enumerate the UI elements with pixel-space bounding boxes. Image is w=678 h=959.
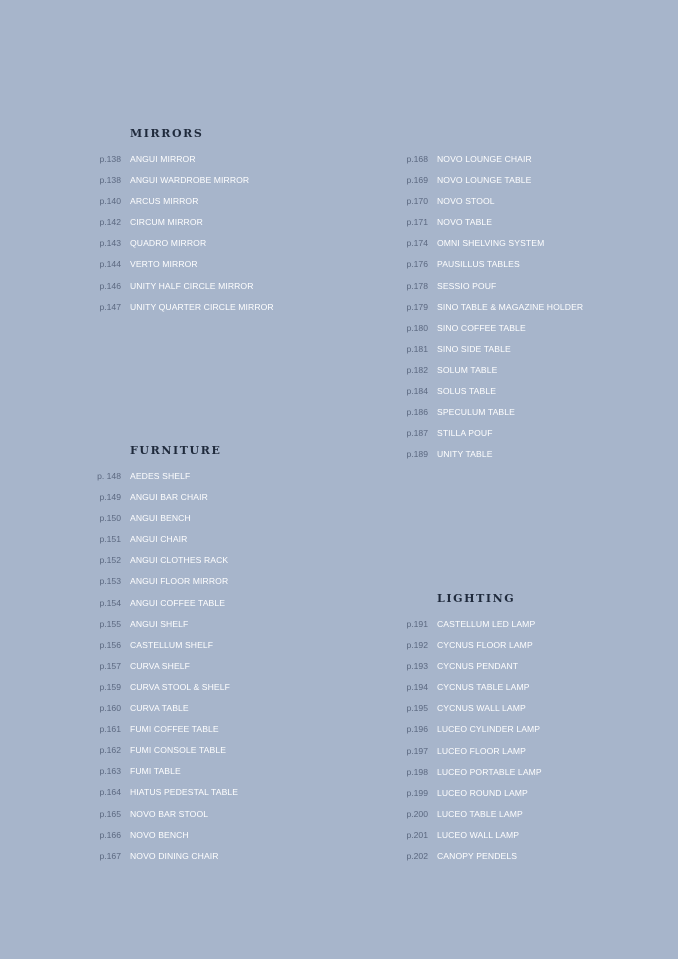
item-name: SINO SIDE TABLE (437, 343, 511, 354)
list-item (405, 217, 678, 238)
item-name: ANGUI CHAIR (130, 534, 188, 545)
list-item (98, 724, 398, 745)
item-name: NOVO LOUNGE CHAIR (437, 154, 532, 164)
list-item (98, 703, 398, 724)
page-number: p.155 (99, 618, 121, 629)
item-name: NOVO BENCH (130, 829, 189, 840)
item-name: ANGUI SHELF (130, 618, 189, 629)
page-number: p.170 (406, 196, 428, 207)
list-item (98, 281, 398, 302)
item-name: SOLUS TABLE (437, 386, 497, 397)
list-item (405, 365, 678, 386)
page-number: p.138 (99, 175, 121, 186)
page-number: p.201 (406, 829, 428, 840)
list-item (405, 386, 678, 407)
page-number: p.156 (99, 639, 121, 650)
list-item (98, 576, 398, 597)
page-number: p.154 (99, 597, 121, 608)
page-number: p.144 (99, 259, 121, 270)
item-name: LUCEO WALL LAMP (437, 829, 520, 840)
list-item (405, 196, 678, 217)
item-name: UNITY TABLE (437, 449, 493, 460)
page-number: p.163 (99, 766, 121, 777)
item-name: CYCNUS WALL LAMP (437, 703, 526, 714)
list-item (405, 830, 678, 851)
page-number: p.179 (406, 301, 428, 312)
list-item (405, 449, 678, 470)
item-name: UNITY HALF CIRCLE MIRROR (130, 280, 254, 291)
page-number: p.167 (99, 850, 121, 861)
list-item (98, 154, 398, 175)
page-number: p.198 (406, 766, 428, 777)
item-name: SOLUM TABLE (437, 364, 498, 375)
list-item (405, 851, 678, 872)
item-name: CURVA SHELF (130, 660, 191, 671)
item-name: CASTELLUM LED LAMP (437, 619, 536, 629)
list-item (98, 682, 398, 703)
page-number: p.194 (406, 682, 428, 693)
list-item (405, 619, 678, 640)
item-name: HIATUS PEDESTAL TABLE (130, 787, 239, 798)
list-item (405, 323, 678, 344)
list-item (405, 809, 678, 830)
list-item (98, 830, 398, 851)
item-name: NOVO DINING CHAIR (130, 850, 219, 861)
section-title-lighting: LIGHTING (437, 592, 516, 605)
page-number: p.157 (99, 660, 121, 671)
item-name: UNITY QUARTER CIRCLE MIRROR (130, 301, 274, 312)
list-item (98, 196, 398, 217)
item-name: OMNI SHELVING SYSTEM (437, 238, 545, 249)
item-name: ANGUI MIRROR (130, 154, 196, 164)
page-number: p.187 (406, 428, 428, 439)
item-name: NOVO BAR STOOL (130, 808, 209, 819)
page-number: p.164 (99, 787, 121, 798)
list-item (405, 767, 678, 788)
furniture-continued-list (405, 154, 678, 470)
list-item (405, 682, 678, 703)
list-item (98, 238, 398, 259)
list-item (98, 745, 398, 766)
item-name: CASTELLUM SHELF (130, 639, 214, 650)
page-number: p.143 (99, 238, 121, 249)
list-item (98, 766, 398, 787)
item-name: ANGUI CLOTHES RACK (130, 555, 229, 566)
page-number: p.161 (99, 724, 121, 735)
item-name: FUMI CONSOLE TABLE (130, 745, 227, 756)
item-name: NOVO TABLE (437, 217, 493, 228)
list-item (98, 492, 398, 513)
item-name: SINO COFFEE TABLE (437, 322, 526, 333)
page-number: p.180 (406, 322, 428, 333)
list-item (405, 746, 678, 767)
list-item (405, 175, 678, 196)
list-item (98, 217, 398, 238)
page-number: p.174 (406, 238, 428, 249)
page-number: p.184 (406, 386, 428, 397)
list-item (405, 788, 678, 809)
page-number: p.147 (99, 301, 121, 312)
item-name: PAUSILLUS TABLES (437, 259, 520, 270)
item-name: ANGUI FLOOR MIRROR (130, 576, 229, 587)
list-item (98, 471, 398, 492)
item-name: SINO TABLE & MAGAZINE HOLDER (437, 301, 584, 312)
item-name: NOVO LOUNGE TABLE (437, 175, 532, 186)
page-number: p.176 (406, 259, 428, 270)
list-item (98, 555, 398, 576)
page-number: p.166 (99, 829, 121, 840)
list-item (405, 428, 678, 449)
list-item (405, 724, 678, 745)
item-name: STILLA POUF (437, 428, 493, 439)
page-number: p.195 (406, 703, 428, 714)
page-number: p.197 (406, 745, 428, 756)
page-number: p.160 (99, 703, 121, 714)
page-number: p.140 (99, 196, 121, 207)
section-title-furniture: FURNITURE (130, 444, 222, 457)
item-name: CYCNUS TABLE LAMP (437, 682, 530, 693)
list-item (405, 703, 678, 724)
page-number: p.168 (406, 154, 428, 164)
page-number: p.138 (99, 154, 121, 164)
page-number: p.193 (406, 661, 428, 672)
page-number: p.196 (406, 724, 428, 735)
item-name: CURVA TABLE (130, 703, 189, 714)
mirrors-list (98, 154, 398, 323)
page-number: p.146 (99, 280, 121, 291)
list-item (98, 619, 398, 640)
item-name: LUCEO PORTABLE LAMP (437, 766, 542, 777)
list-item (405, 344, 678, 365)
page-number: p.199 (406, 787, 428, 798)
item-name: FUMI TABLE (130, 766, 181, 777)
item-name: CYCNUS PENDANT (437, 661, 519, 672)
page-number: p.149 (99, 492, 121, 503)
item-name: LUCEO CYLINDER LAMP (437, 724, 541, 735)
item-name: LUCEO FLOOR LAMP (437, 745, 526, 756)
list-item (405, 154, 678, 175)
item-name: LUCEO ROUND LAMP (437, 787, 528, 798)
furniture-list (98, 471, 398, 872)
section-title-mirrors: MIRRORS (130, 127, 204, 140)
list-item (98, 175, 398, 196)
item-name: ANGUI COFFEE TABLE (130, 597, 226, 608)
page-number: p.153 (99, 576, 121, 587)
page-number: p.169 (406, 175, 428, 186)
page-number: p.162 (99, 745, 121, 756)
list-item (98, 534, 398, 555)
list-item (98, 809, 398, 830)
item-name: ANGUI BAR CHAIR (130, 492, 208, 503)
item-name: CYCNUS FLOOR LAMP (437, 640, 533, 651)
page-number: p.181 (406, 343, 428, 354)
list-item (405, 640, 678, 661)
item-name: ANGUI BENCH (130, 513, 191, 524)
list-item (405, 407, 678, 428)
item-name: VERTO MIRROR (130, 259, 198, 270)
page-number: p.150 (99, 513, 121, 524)
page-number: p. 148 (97, 471, 121, 481)
page-number: p.178 (406, 280, 428, 291)
page-number: p.159 (99, 681, 121, 692)
page-number: p.202 (406, 851, 428, 862)
list-item (405, 238, 678, 259)
page-number: p.186 (406, 407, 428, 418)
page-number: p.151 (99, 534, 121, 545)
page-number: p.191 (406, 619, 428, 629)
list-item (405, 661, 678, 682)
item-name: CIRCUM MIRROR (130, 217, 203, 228)
page-number: p.192 (406, 640, 428, 651)
item-name: SESSIO POUF (437, 280, 497, 291)
list-item (98, 259, 398, 280)
item-name: ANGUI WARDROBE MIRROR (130, 175, 250, 186)
page-number: p.142 (99, 217, 121, 228)
item-name: SPECULUM TABLE (437, 407, 515, 418)
item-name: AEDES SHELF (130, 471, 191, 481)
item-name: CANOPY PENDELS (437, 851, 518, 862)
list-item (98, 787, 398, 808)
list-item (405, 259, 678, 280)
item-name: LUCEO TABLE LAMP (437, 808, 523, 819)
list-item (405, 281, 678, 302)
list-item (98, 598, 398, 619)
list-item (98, 661, 398, 682)
page-number: p.200 (406, 808, 428, 819)
page-number: p.182 (406, 364, 428, 375)
list-item (98, 513, 398, 534)
list-item (98, 851, 398, 872)
page-number: p.189 (406, 449, 428, 460)
item-name: FUMI COFFEE TABLE (130, 724, 219, 735)
list-item (405, 302, 678, 323)
page-number: p.171 (406, 217, 428, 228)
item-name: QUADRO MIRROR (130, 238, 207, 249)
list-item (98, 640, 398, 661)
list-item (98, 302, 398, 323)
lighting-list (405, 619, 678, 872)
page-number: p.152 (99, 555, 121, 566)
item-name: CURVA STOOL & SHELF (130, 681, 230, 692)
page-number: p.165 (99, 808, 121, 819)
item-name: ARCUS MIRROR (130, 196, 199, 207)
item-name: NOVO STOOL (437, 196, 495, 207)
